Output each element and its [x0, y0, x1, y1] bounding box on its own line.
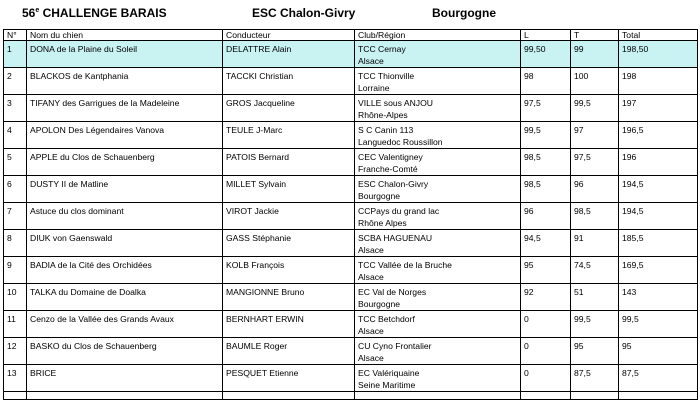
cell-num: 11: [4, 311, 27, 338]
cell-dog: DUSTY II de Matline: [27, 176, 223, 203]
cell-club-region: [355, 338, 521, 365]
club-name: TCC Thionville: [358, 71, 415, 81]
cell-club-region: [355, 365, 521, 392]
table-row: [4, 311, 698, 338]
region-name: Bourgogne: [358, 299, 401, 309]
cell-num: 13: [4, 365, 27, 392]
cell-club-region: [355, 203, 521, 230]
cell-l: 0: [521, 311, 571, 338]
cell-total: 194,5: [619, 203, 698, 230]
cell-conductor: GASS Stéphanie: [223, 230, 355, 257]
table-row: [4, 257, 698, 284]
document-header: [0, 0, 700, 28]
cell-conductor: TEULE J-Marc: [223, 122, 355, 149]
cell-l: 95: [521, 257, 571, 284]
region-name: Lorraine: [358, 83, 390, 93]
cell-t: 95: [571, 338, 619, 365]
cell-conductor: PESQUET Etienne: [223, 365, 355, 392]
cell-num: 8: [4, 230, 27, 257]
cell-dog: Astuce du clos dominant: [27, 203, 223, 230]
cell-num: 4: [4, 122, 27, 149]
region-name: Rhône Alpes: [358, 218, 407, 228]
cell-club-region: [355, 95, 521, 122]
table-row: [4, 284, 698, 311]
region-name: Alsace: [358, 245, 384, 255]
cell-t: 87,5: [571, 365, 619, 392]
cell-l: 97,5: [521, 95, 571, 122]
cell-num: 9: [4, 257, 27, 284]
cell-t: 97: [571, 122, 619, 149]
host-club: ESC Chalon-Givry: [252, 6, 356, 20]
club-name: VILLE sous ANJOU: [358, 98, 433, 108]
cell-dog: APOLON Des Légendaires Vanova: [27, 122, 223, 149]
table-row: [4, 68, 698, 95]
region-name: Languedoc Roussillon: [358, 137, 443, 147]
cell-dog: BASKO du Clos de Schauenberg: [27, 338, 223, 365]
club-name: TCC Vallée de la Bruche: [358, 260, 452, 270]
table-row: [4, 176, 698, 203]
cell-conductor: MANGIONNE Bruno: [223, 284, 355, 311]
results-table: [3, 29, 698, 400]
cell-dog: TIFANY des Garrigues de la Madeleine: [27, 95, 223, 122]
table-row: [4, 41, 698, 68]
region-name: Seine Maritime: [358, 380, 416, 390]
region-name: Bourgogne: [358, 191, 401, 201]
club-name: TCC Cernay: [358, 44, 406, 54]
cell-l: 94,5: [521, 230, 571, 257]
cell-t: 51: [571, 284, 619, 311]
column-header-t: T: [571, 30, 619, 41]
cell-num: 12: [4, 338, 27, 365]
cell-conductor: PATOIS Bernard: [223, 149, 355, 176]
cell-t: 99,5: [571, 95, 619, 122]
club-name: EC Val de Norges: [358, 287, 427, 297]
cell-num: 10: [4, 284, 27, 311]
host-region: Bourgogne: [432, 6, 496, 20]
cell-dog: DONA de la Plaine du Soleil: [27, 41, 223, 68]
cell-conductor: GROS Jacqueline: [223, 95, 355, 122]
cell-t: 99: [571, 41, 619, 68]
cell-l: 98: [521, 68, 571, 95]
cell-dog: Cenzo de la Vallée des Grands Avaux: [27, 311, 223, 338]
cell-conductor: BAUMLE Roger: [223, 338, 355, 365]
empty-cell: [223, 392, 355, 400]
club-name: CU Cyno Frontalier: [358, 341, 432, 351]
region-name: Rhône-Alpes: [358, 110, 408, 120]
cell-num: 6: [4, 176, 27, 203]
club-name: S C Canin 113: [358, 125, 414, 135]
cell-l: 98,5: [521, 149, 571, 176]
cell-total: 196: [619, 149, 698, 176]
table-row: [4, 149, 698, 176]
cell-club-region: [355, 122, 521, 149]
empty-row: [4, 392, 698, 400]
column-header-conductor: Conducteur: [223, 30, 355, 41]
cell-club-region: [355, 176, 521, 203]
table-header-row: [4, 30, 698, 41]
cell-total: 198: [619, 68, 698, 95]
cell-club-region: [355, 149, 521, 176]
cell-l: 0: [521, 365, 571, 392]
cell-l: 98,5: [521, 176, 571, 203]
cell-club-region: [355, 41, 521, 68]
empty-cell: [571, 392, 619, 400]
cell-total: 198,50: [619, 41, 698, 68]
cell-club-region: [355, 68, 521, 95]
cell-num: 1: [4, 41, 27, 68]
table-row: [4, 95, 698, 122]
region-name: Franche-Comté: [358, 164, 418, 174]
cell-l: 92: [521, 284, 571, 311]
empty-cell: [619, 392, 698, 400]
cell-total: 194,5: [619, 176, 698, 203]
cell-total: 185,5: [619, 230, 698, 257]
cell-num: 2: [4, 68, 27, 95]
empty-cell: [355, 392, 521, 400]
cell-l: 99,50: [521, 41, 571, 68]
cell-club-region: [355, 284, 521, 311]
column-header-club: Club/Région: [355, 30, 521, 41]
cell-conductor: KOLB François: [223, 257, 355, 284]
cell-conductor: TACCKI Christian: [223, 68, 355, 95]
club-name: ESC Chalon-Givry: [358, 179, 429, 189]
empty-cell: [27, 392, 223, 400]
region-name: Alsace: [358, 326, 384, 336]
cell-t: 91: [571, 230, 619, 257]
cell-dog: BADIA de la Cité des Orchidées: [27, 257, 223, 284]
empty-cell: [521, 392, 571, 400]
region-name: Alsace: [358, 272, 384, 282]
cell-l: 0: [521, 338, 571, 365]
cell-dog: DIUK von Gaenswald: [27, 230, 223, 257]
table-row: [4, 338, 698, 365]
empty-cell: [4, 392, 27, 400]
cell-num: 3: [4, 95, 27, 122]
cell-club-region: [355, 257, 521, 284]
club-name: CCPays du grand lac: [358, 206, 440, 216]
cell-total: 143: [619, 284, 698, 311]
challenge-title: 56e CHALLENGE BARAIS: [22, 6, 167, 20]
cell-num: 5: [4, 149, 27, 176]
cell-total: 169,5: [619, 257, 698, 284]
cell-l: 99,5: [521, 122, 571, 149]
club-name: SCBA HAGUENAU: [358, 233, 433, 243]
table-row: [4, 365, 698, 392]
cell-dog: BLACKOS de Kantphania: [27, 68, 223, 95]
region-name: Alsace: [358, 353, 384, 363]
cell-dog: APPLE du Clos de Schauenberg: [27, 149, 223, 176]
table-row: [4, 230, 698, 257]
table-row: [4, 203, 698, 230]
cell-t: 96: [571, 176, 619, 203]
cell-conductor: DELATTRE Alain: [223, 41, 355, 68]
cell-t: 74,5: [571, 257, 619, 284]
cell-club-region: [355, 230, 521, 257]
cell-total: 197: [619, 95, 698, 122]
club-name: TCC Betchdorf: [358, 314, 415, 324]
cell-total: 87,5: [619, 365, 698, 392]
cell-t: 97,5: [571, 149, 619, 176]
cell-t: 100: [571, 68, 619, 95]
cell-num: 7: [4, 203, 27, 230]
cell-l: 96: [521, 203, 571, 230]
cell-club-region: [355, 311, 521, 338]
cell-conductor: BERNHART ERWIN: [223, 311, 355, 338]
club-name: CEC Valentigney: [358, 152, 423, 162]
cell-conductor: MILLET Sylvain: [223, 176, 355, 203]
cell-t: 99,5: [571, 311, 619, 338]
cell-dog: BRICE: [27, 365, 223, 392]
column-header-total: Total: [619, 30, 698, 41]
table-row: [4, 122, 698, 149]
cell-total: 95: [619, 338, 698, 365]
cell-total: 196,5: [619, 122, 698, 149]
cell-t: 98,5: [571, 203, 619, 230]
region-name: Alsace: [358, 56, 384, 66]
column-header-dog: Nom du chien: [27, 30, 223, 41]
cell-dog: TALKA du Domaine de Doalka: [27, 284, 223, 311]
column-header-l: L: [521, 30, 571, 41]
column-header-num: N°: [4, 30, 27, 41]
cell-conductor: VIROT Jackie: [223, 203, 355, 230]
club-name: EC Valériquaine: [358, 368, 420, 378]
cell-total: 99,5: [619, 311, 698, 338]
